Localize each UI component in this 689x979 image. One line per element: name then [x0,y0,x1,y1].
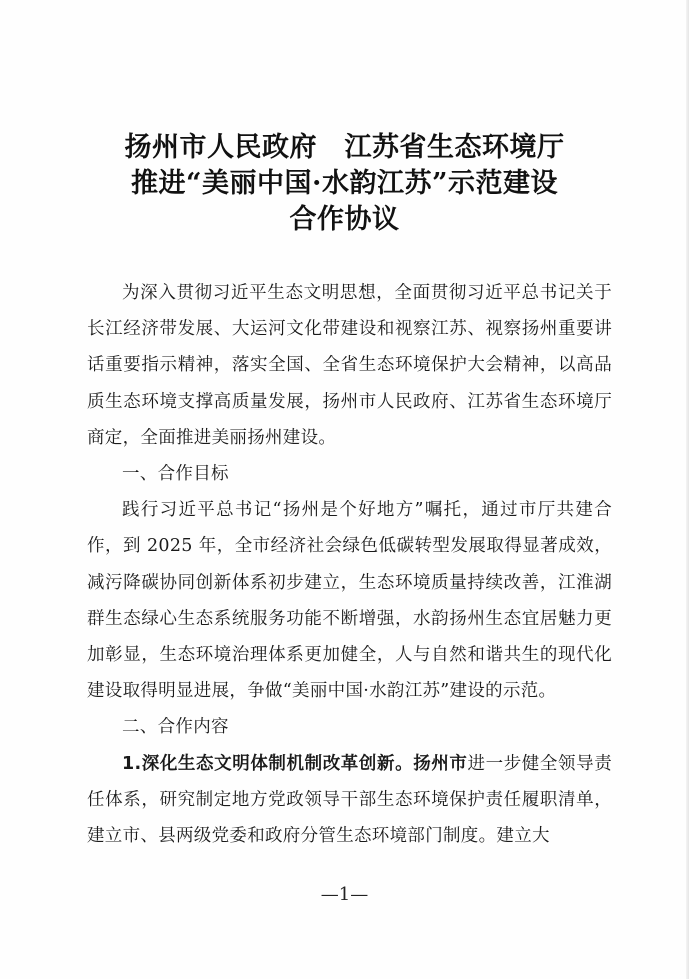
intro-paragraph: 为深入贯彻习近平生态文明思想，全面贯彻习近平总书记关于长江经济带发展、大运河文化带建设和视察江苏、视察扬州重要讲话重要指示精神，落实全国、全省生态环境保护大会精神，以高品质生态环境支撑高质量发展，扬州市人民政府、江苏省生态环境厅商定，全面推进美丽扬州建设。 [87,283,612,448]
goals-paragraph: 践行习近平总书记“扬州是个好地方”嘱托，通过市厅共建合作，到 2025 年，全市经济社会绿色低碳转型发展取得显著成效，减污降碳协同创新体系初步建立，生态环境质量持续改善，江淮湖群生态绿心生态系统服务功能不断增强，水韵扬州生态宜居魅力更加彰显，生态环境治理体系更加健全，人与自然和谐共生的现代化建设取得明显进展，争做“美丽中国·水韵江苏”建设的示范。 [87,500,612,702]
page-number: —1— [320,884,369,905]
content-item-1 [87,746,612,855]
document-body [87,275,612,854]
content-item-1-text: 进一步健全领导责任体系，研究制定地方党政领导干部生态环境保护责任履职清单，建立市、县两级党委和政府分管生态环境部门制度。建立大 [87,753,612,847]
title-line-3: 合作协议 [289,204,400,235]
document-title [0,130,689,238]
section-heading-content: 二、合作内容 [122,717,229,738]
title-line-1: 扬州市人民政府 江苏省生态环境厅 [124,132,565,163]
section-heading-goals: 一、合作目标 [122,464,229,485]
content-item-1-lead: 1.深化生态文明体制机制改革创新。扬州市 [122,753,468,774]
title-line-2: 推进“美丽中国·水韵江苏”示范建设 [131,168,558,199]
